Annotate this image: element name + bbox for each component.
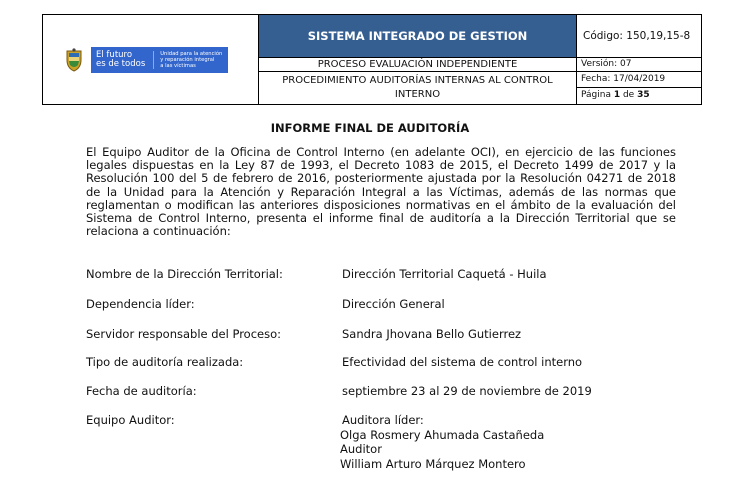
logo-sub-line-1: Unidad para la atención [160, 51, 223, 57]
logo-banner [91, 47, 228, 73]
field-label: Tipo de auditoría realizada: [86, 355, 244, 369]
logo-main-line-1: El futuro [96, 50, 133, 60]
field-value: Sandra Jhovana Bello Gutierrez [342, 327, 522, 341]
field-label: Equipo Auditor: [86, 413, 175, 427]
page-total: 35 [637, 90, 650, 100]
institution-logo [65, 45, 228, 75]
field-value: Dirección Territorial Caquetá - Huila [342, 267, 547, 281]
document-header [42, 14, 702, 105]
document-code: Código: 150,19,15-8 [577, 15, 701, 58]
procedure-name: PROCEDIMIENTO AUDITORÍAS INTERNAS AL CONTROL INTERNO [259, 72, 577, 104]
page-prefix: Página [581, 90, 614, 100]
page-number [577, 88, 701, 104]
intro-paragraph: El Equipo Auditor de la Oficina de Control Interno (en adelante OCI), en ejercicio de las funciones legales dispuestas en la Ley 87 de 1993, el Decreto 1083 de 2015, el Decreto 1499 de 2017 y la Resolución 100 del 5 de febrero de 2016, posteriormente ajustada por la Resolución 04271 de 2018 de la Unidad para la Atención y Reparación Integral a las Víctimas, además de las normas que reglamentan o modifican las anteriores disposiciones normativas en el ámbito de la evaluación del Sistema de Control Interno, presenta el informe final de auditoría a la Dirección Territorial que se relaciona a continuación: [86, 145, 676, 239]
field-label: Servidor responsable del Proceso: [86, 327, 282, 341]
team-member-line: Olga Rosmery Ahumada Castañeda [340, 428, 545, 442]
audit-team-list [340, 428, 544, 471]
field-value: septiembre 23 al 29 de noviembre de 2019 [342, 384, 592, 398]
team-role-line: Auditor [340, 442, 382, 457]
process-name: PROCESO EVALUACIÓN INDEPENDIENTE [259, 58, 577, 72]
logo-main-line-2: es de todos [96, 59, 146, 69]
field-value: Auditora líder: [342, 413, 424, 427]
field-value: Efectividad del sistema de control interno [342, 355, 583, 369]
field-label: Nombre de la Dirección Territorial: [86, 267, 283, 281]
document-version: Versión: 07 [577, 58, 701, 72]
system-title: SISTEMA INTEGRADO DE GESTION [259, 15, 577, 58]
logo-sub-line-2: y reparación integral [160, 57, 215, 63]
field-label: Dependencia líder: [86, 297, 195, 311]
logo-sub-line-3: a las víctimas [160, 63, 196, 69]
page-middle: de [620, 90, 638, 100]
field-value: Dirección General [342, 297, 445, 311]
page-current: 1 [613, 90, 621, 100]
team-member-line: William Arturo Márquez Montero [340, 456, 526, 471]
logo-cell [43, 15, 259, 104]
coat-of-arms-icon [65, 48, 83, 72]
field-label: Fecha de auditoría: [86, 384, 197, 398]
document-date: Fecha: 17/04/2019 [577, 72, 701, 88]
report-title: INFORME FINAL DE AUDITORÍA [270, 121, 470, 135]
